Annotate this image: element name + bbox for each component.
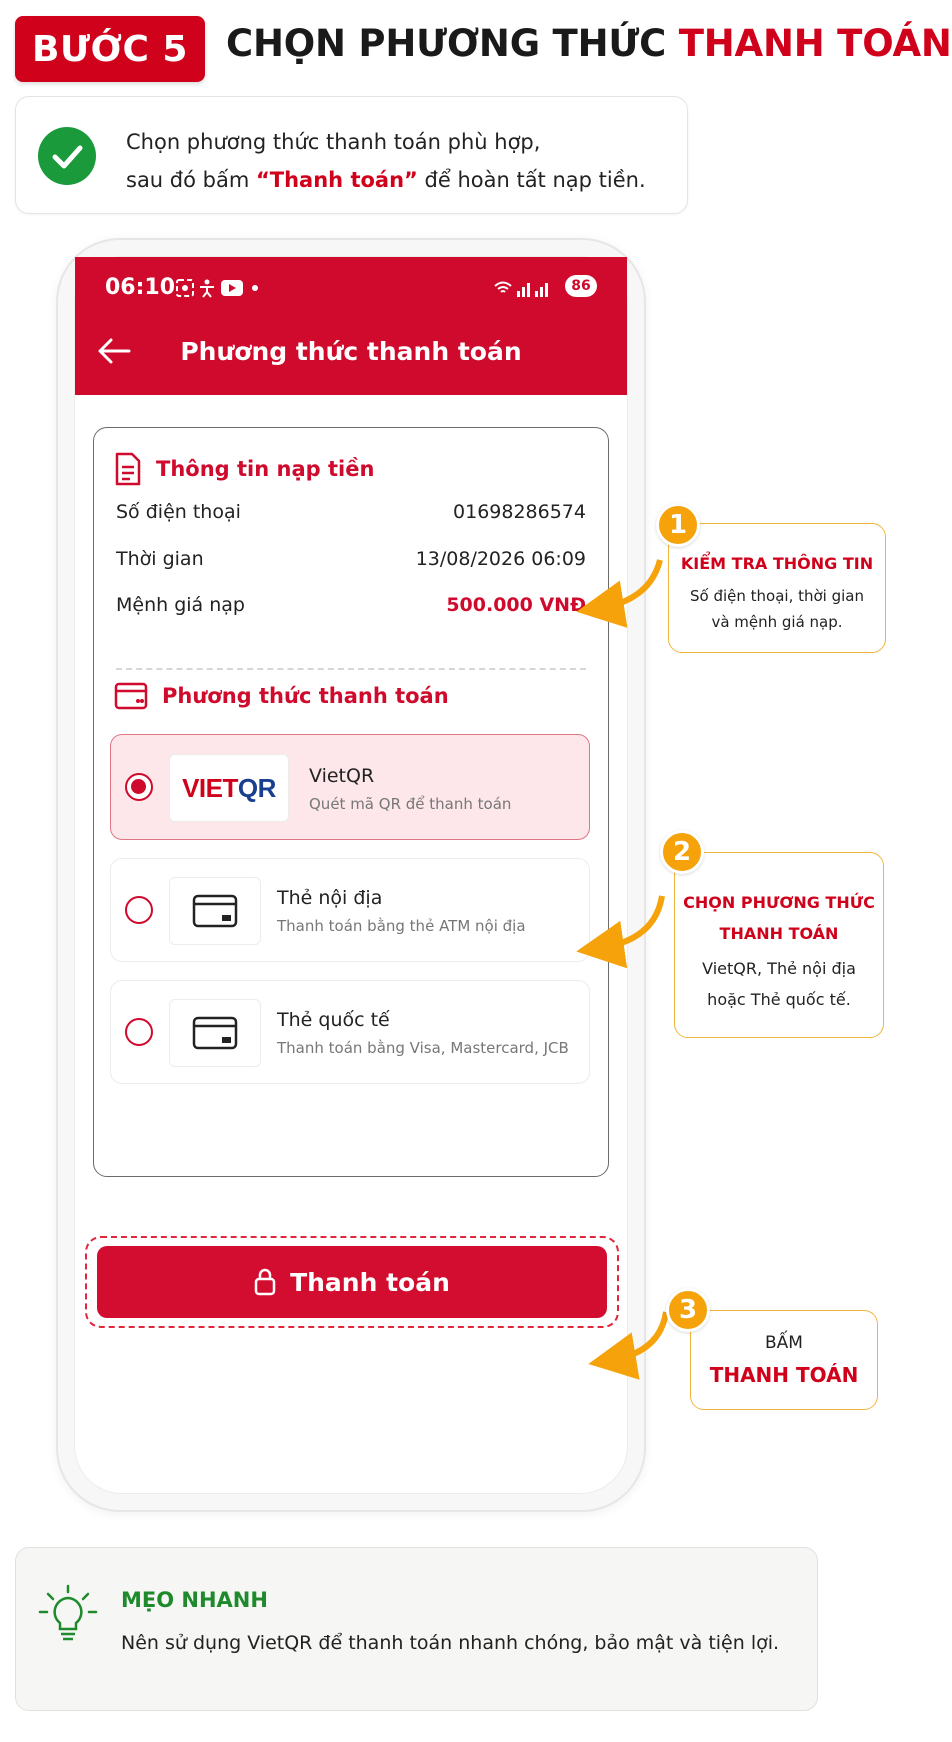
info-value: 01698286574 <box>453 501 586 523</box>
callout-line: BẤM <box>765 1333 803 1353</box>
vietqr-logo-qr: QR <box>237 772 276 803</box>
tip-title: MẸO NHANH <box>121 1588 268 1612</box>
callout-text <box>669 583 885 635</box>
callout-title-line: THANH TOÁN <box>719 924 839 943</box>
callout-title: KIỂM TRA THÔNG TIN <box>680 554 874 573</box>
intro-highlight: “Thanh toán” <box>255 168 418 192</box>
arrow-2 <box>600 896 662 948</box>
callout-line: và mệnh giá nạp. <box>711 613 843 631</box>
callout-line: Số điện thoại, thời gian <box>689 587 864 605</box>
option-title: Thẻ quốc tế <box>277 1009 390 1031</box>
info-label: Số điện thoại <box>116 501 241 523</box>
arrow-1 <box>600 560 660 608</box>
callout-title: THANH TOÁN <box>709 1363 859 1387</box>
step-number-badge: 3 <box>666 1288 710 1332</box>
step-badge: BƯỚC 5 <box>15 16 205 82</box>
battery-badge: 86 <box>565 275 597 297</box>
info-label: Mệnh giá nạp <box>116 594 245 616</box>
option-subtitle: Thanh toán bằng thẻ ATM nội địa <box>277 917 526 935</box>
option-title: VietQR <box>309 765 375 787</box>
callout-line: hoặc Thẻ quốc tế. <box>707 990 851 1009</box>
pay-button-label: Thanh toán <box>290 1267 450 1297</box>
info-value: 13/08/2026 06:09 <box>415 548 586 570</box>
callout-text <box>675 953 883 1015</box>
callout-title <box>675 887 883 949</box>
arrow-3 <box>612 1312 666 1360</box>
payment-heading-text: Phương thức thanh toán <box>162 684 449 708</box>
callout-choose-method <box>674 852 884 1038</box>
callout-title-line: CHỌN PHƯƠNG THỨC <box>683 893 875 912</box>
page-title-main: CHỌN PHƯƠNG THỨC <box>226 22 679 65</box>
option-title: Thẻ nội địa <box>277 887 383 909</box>
intro-prefix: sau đó bấm <box>126 168 256 192</box>
tip-box <box>15 1547 818 1711</box>
intro-line-1: Chọn phương thức thanh toán phù hợp, <box>126 130 541 154</box>
vietqr-logo-viet: VIET <box>182 772 238 803</box>
info-value-amount: 500.000 VNĐ <box>446 594 586 616</box>
app-title: Phương thức thanh toán <box>180 337 522 366</box>
callout-check-info <box>668 523 886 653</box>
callout-line: VietQR, Thẻ nội địa <box>702 959 856 978</box>
option-subtitle: Thanh toán bằng Visa, Mastercard, JCB <box>277 1039 569 1057</box>
lightbulb-icon <box>38 1584 98 1652</box>
topup-info-heading-text: Thông tin nạp tiền <box>156 457 375 481</box>
step-number-badge: 1 <box>656 503 700 547</box>
intro-suffix: để hoàn tất nạp tiền. <box>417 168 646 192</box>
info-label: Thời gian <box>116 548 204 570</box>
step-number-badge: 2 <box>660 830 704 874</box>
status-time: 06:10 <box>105 275 176 300</box>
option-subtitle: Quét mã QR để thanh toán <box>309 795 512 813</box>
tip-text: Nên sử dụng VietQR để thanh toán nhanh chóng, bảo mật và tiện lợi. <box>121 1632 780 1654</box>
page-title-accent: THANH TOÁN <box>678 22 952 65</box>
callout-press-pay <box>690 1310 878 1410</box>
